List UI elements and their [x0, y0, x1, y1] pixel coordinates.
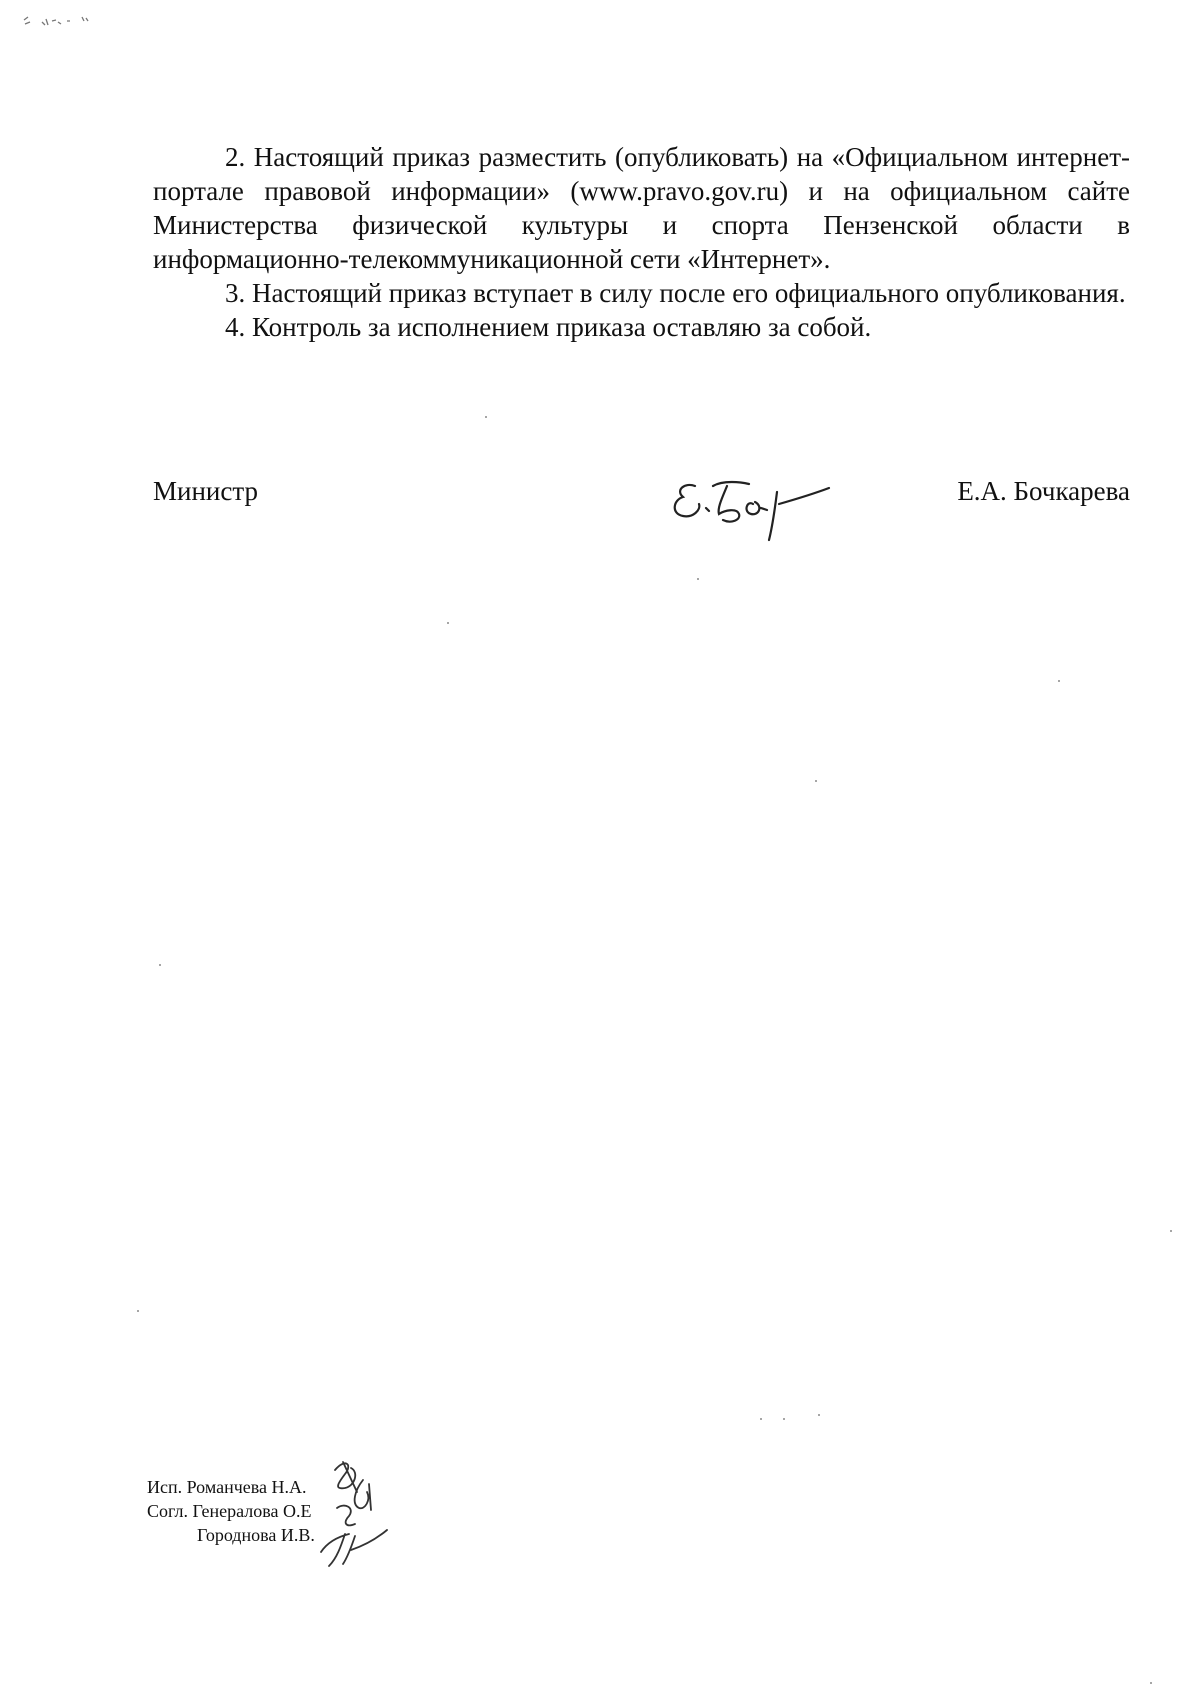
handwritten-signature — [653, 464, 843, 544]
scan-speck — [159, 964, 161, 966]
signatory-name: Е.А. Бочкарева — [957, 476, 1130, 506]
agreed-line: Согл. Генералова О.Е — [147, 1501, 312, 1521]
scan-speck — [783, 1418, 785, 1420]
signatory-title: Министр — [153, 476, 258, 506]
scan-speck — [1150, 1682, 1152, 1684]
paragraph-4: 4. Контроль за исполнением приказа оставляю за собой. — [225, 312, 872, 342]
approval-footer — [147, 1475, 315, 1547]
approval-signatures — [315, 1450, 405, 1575]
scan-speck — [485, 416, 487, 418]
scan-artifact — [22, 12, 112, 30]
paragraph-3: 3. Настоящий приказ вступает в силу после его официального опубликования. — [225, 278, 1126, 308]
scan-speck — [760, 1418, 762, 1420]
scan-speck — [137, 1310, 139, 1312]
paragraph-2: 2. Настоящий приказ разместить (опубликовать) на «Официальном интернет-портале правовой информации» (www.pravo.gov.ru) и на официальном сайте Министерства физической культуры и спорта Пензенской области в информационно-телекоммуникационной сети «Интернет». — [153, 142, 1130, 274]
scan-speck — [1170, 1230, 1172, 1232]
scan-speck — [447, 622, 449, 624]
scan-speck — [1058, 680, 1060, 682]
agreed-line-2: Городнова И.В. — [197, 1525, 315, 1545]
order-body — [153, 140, 1130, 344]
signature-block — [153, 476, 1130, 556]
executor-line: Исп. Романчева Н.А. — [147, 1477, 307, 1497]
scan-speck — [697, 578, 699, 580]
scan-speck — [815, 780, 817, 782]
scan-speck — [818, 1414, 820, 1416]
